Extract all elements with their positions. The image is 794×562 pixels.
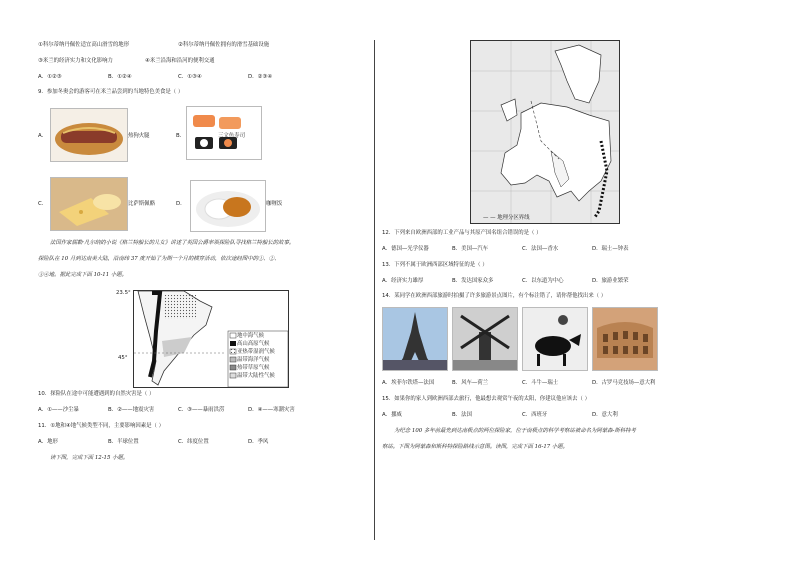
- q12-option-b[interactable]: B．美国—汽车: [452, 246, 489, 252]
- q9-option-d-text: 咖喱饭: [266, 201, 283, 207]
- europe-map: [470, 40, 620, 224]
- eiffel-tower-image: [382, 307, 448, 371]
- q9-option-d-letter[interactable]: D．: [176, 201, 186, 207]
- windmill-image: [452, 307, 518, 371]
- passage3-line1: 为纪念 100 多年前最先到达南极点的两位探险家，位于南极点的科学考察站被命名为阿蒙森-斯科特考: [394, 428, 636, 434]
- q15-option-d[interactable]: D．意大利: [592, 412, 618, 418]
- q14-option-a[interactable]: A．埃菲尔铁塔—法国: [382, 380, 435, 386]
- q10-option-a[interactable]: A．①——沙尘暴: [38, 407, 79, 413]
- colosseum-image: [592, 307, 658, 371]
- q11-option-d[interactable]: D．季风: [248, 439, 269, 445]
- q14-stem: 14．某同学在欧洲西部旅游时拍摄了许多旅游景点图片，有个标注错了，请你帮他找出来（ ）: [382, 293, 607, 299]
- q14-option-c[interactable]: C．斗牛—瑞士: [522, 380, 559, 386]
- q11-option-a[interactable]: A．地形: [38, 439, 58, 445]
- latitude-45-label: 45°: [118, 355, 128, 361]
- q15-stem: 15．如果你的家人到欧洲西部去旅行，他最想去观赏午夜的太阳，你建议他应该去（ ）: [382, 396, 591, 402]
- q9-option-c-letter[interactable]: C．: [38, 201, 48, 207]
- q8-option-c[interactable]: C．①③④: [178, 74, 202, 80]
- q12-option-c[interactable]: C．法国—香水: [522, 246, 559, 252]
- q9-option-c-text: 比萨斯佩酪: [128, 201, 155, 207]
- q12-option-d[interactable]: D．瑞士—钟表: [592, 246, 629, 252]
- q15-option-c[interactable]: C．西班牙: [522, 412, 548, 418]
- q8-option-d[interactable]: D．②③④: [248, 74, 273, 80]
- q12-option-a[interactable]: A．德国—光学仪器: [382, 246, 429, 252]
- q10-option-c[interactable]: C．③——暴雨洪涝: [178, 407, 225, 413]
- passage3-line2: 察站。下图为阿蒙森和斯科特探险路线示意图。读图，完成下面 16-17 小题。: [382, 444, 569, 450]
- legend-item-2: 高山高原气候: [237, 341, 270, 347]
- q9-option-a-text: 热狗火腿: [128, 133, 150, 139]
- q11-stem: 11．①地和④地气候类型不同，主要影响因素是（ ）: [38, 423, 165, 429]
- q13-option-d[interactable]: D．旅游业繁荣: [592, 278, 629, 284]
- hotdog-image: [50, 108, 128, 162]
- q8-statement-1: ①科尔蒂纳丹佩佐适宜高山滑雪的地形: [38, 42, 130, 48]
- curry-rice-image: [190, 180, 266, 232]
- legend-item-5: 热带草原气候: [237, 365, 270, 371]
- bullfight-image: [522, 307, 588, 371]
- q13-stem: 13．下列不属于欧洲西部区域特征的是（ ）: [382, 262, 488, 268]
- legend-item-4: 温带海洋气候: [237, 357, 270, 363]
- q9-option-b-letter[interactable]: B．: [176, 133, 186, 139]
- q9-option-b-text: 三文鱼寿司: [218, 133, 245, 139]
- q14-option-b[interactable]: B．风车—荷兰: [452, 380, 489, 386]
- legend-item-6: 温带大陆性气候: [237, 373, 275, 379]
- column-divider: [374, 40, 375, 540]
- q9-option-a-letter[interactable]: A．: [38, 133, 48, 139]
- q12-stem: 12．下列来自欧洲西部的工业产品与其原产国名组合错误的是（ ）: [382, 230, 542, 236]
- latitude-23-5-label: 23.5°: [116, 290, 131, 296]
- legend-item-1: 地中海气候: [237, 333, 264, 339]
- passage1-line1: 法国作家儒勒·凡尔纳的小说《格兰特船长的儿女》讲述了英国公爵率领探险队寻找格兰特船长的故事。: [50, 240, 295, 246]
- europe-map-legend: — — 地理分区界线: [483, 215, 530, 221]
- q8-option-b[interactable]: B．①②④: [108, 74, 132, 80]
- passage1-line2: 探险队在 10 月到达南美大陆，沿南纬 37 度开始了为期一个月的横穿活动，依次途经图中的①、②、: [38, 256, 280, 262]
- passage2: 读下图，完成下面 12-15 小题。: [50, 455, 129, 461]
- q8-statement-2: ②科尔蒂纳丹佩佐拥有的滑雪基础设施: [178, 42, 270, 48]
- q9-stem: 9．参加冬奥会的游客可在米兰品尝到的当地特色美食是（ ）: [38, 89, 184, 95]
- legend-item-3: 亚热带湿润气候: [237, 349, 275, 355]
- q8-option-a[interactable]: A．①②③: [38, 74, 62, 80]
- q13-option-c[interactable]: C．以东道为中心: [522, 278, 564, 284]
- q10-stem: 10．探险队在途中可能遭遇到的自然灾害是（ ）: [38, 391, 155, 397]
- q13-option-b[interactable]: B．发达国家众多: [452, 278, 494, 284]
- q8-statement-4: ④米兰沿海和沿河的便利交通: [145, 58, 215, 64]
- q15-option-a[interactable]: A．挪威: [382, 412, 402, 418]
- q10-option-d[interactable]: D．④——寒潮灾害: [248, 407, 295, 413]
- passage1-line3: ③④地。据此完成下面 10-11 小题。: [38, 272, 128, 278]
- q13-option-a[interactable]: A．经济实力雄厚: [382, 278, 424, 284]
- q8-statement-3: ③米兰的经济实力和文化影响力: [38, 58, 113, 64]
- q11-option-b[interactable]: B．半球位置: [108, 439, 139, 445]
- q10-option-b[interactable]: B．②——地震灾害: [108, 407, 155, 413]
- q11-option-c[interactable]: C．纬度位置: [178, 439, 209, 445]
- q15-option-b[interactable]: B．法国: [452, 412, 472, 418]
- cheese-image: [50, 177, 128, 231]
- q14-option-d[interactable]: D．古罗马竞技场—意大利: [592, 380, 656, 386]
